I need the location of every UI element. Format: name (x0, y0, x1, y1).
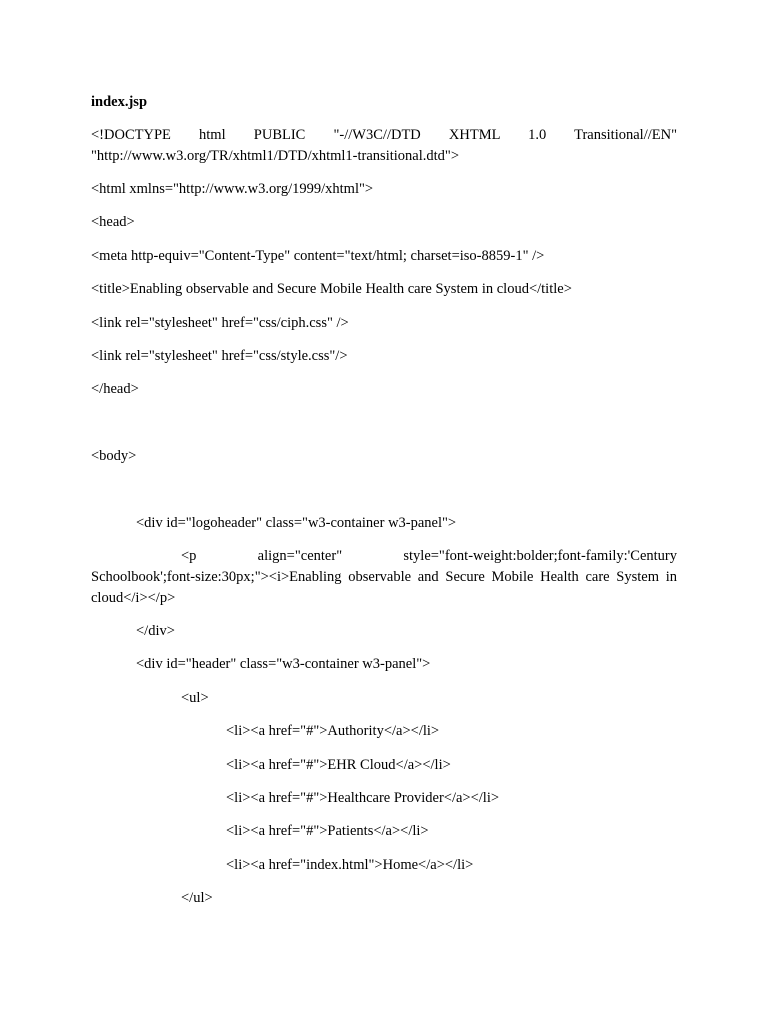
paragraph-line-3: cloud</i></p> (91, 590, 176, 606)
ul-open-tag: <ul> (181, 690, 209, 706)
head-close-tag: </head> (91, 381, 139, 397)
body-open-tag: <body> (91, 448, 137, 464)
list-item-authority: <li><a href="#">Authority</a></li> (226, 723, 440, 739)
logoheader-div-close: </div> (136, 623, 175, 639)
header-div-open: <div id="header" class="w3-container w3-panel"> (136, 656, 431, 672)
paragraph-line-2: Schoolbook';font-size:30px;"><i>Enabling observable and Secure Mobile Health care System in (91, 569, 677, 585)
stylesheet-link-1: <link rel="stylesheet" href="css/ciph.css" /> (91, 315, 349, 331)
doctype-line-2: "http://www.w3.org/TR/xhtml1/DTD/xhtml1-transitional.dtd"> (91, 148, 460, 164)
ul-close-tag: </ul> (181, 890, 213, 906)
paragraph-line-1: <p align="center" style="font-weight:bolder;font-family:'Century (181, 548, 677, 564)
list-item-home: <li><a href="index.html">Home</a></li> (226, 857, 474, 873)
list-item-healthcare-provider: <li><a href="#">Healthcare Provider</a></li> (226, 790, 500, 806)
file-title: index.jsp (91, 94, 148, 110)
title-tag: <title>Enabling observable and Secure Mobile Health care System in cloud</title> (91, 281, 572, 297)
html-open-tag: <html xmlns="http://www.w3.org/1999/xhtml"> (91, 181, 374, 197)
meta-tag: <meta http-equiv="Content-Type" content="text/html; charset=iso-8859-1" /> (91, 248, 545, 264)
doctype-line-1: <!DOCTYPE html PUBLIC "-//W3C//DTD XHTML 1.0 Transitional//EN" (91, 127, 677, 143)
logoheader-div-open: <div id="logoheader" class="w3-container w3-panel"> (136, 515, 457, 531)
head-open-tag: <head> (91, 214, 135, 230)
list-item-patients: <li><a href="#">Patients</a></li> (226, 823, 429, 839)
stylesheet-link-2: <link rel="stylesheet" href="css/style.css"/> (91, 348, 348, 364)
list-item-ehr-cloud: <li><a href="#">EHR Cloud</a></li> (226, 757, 451, 773)
